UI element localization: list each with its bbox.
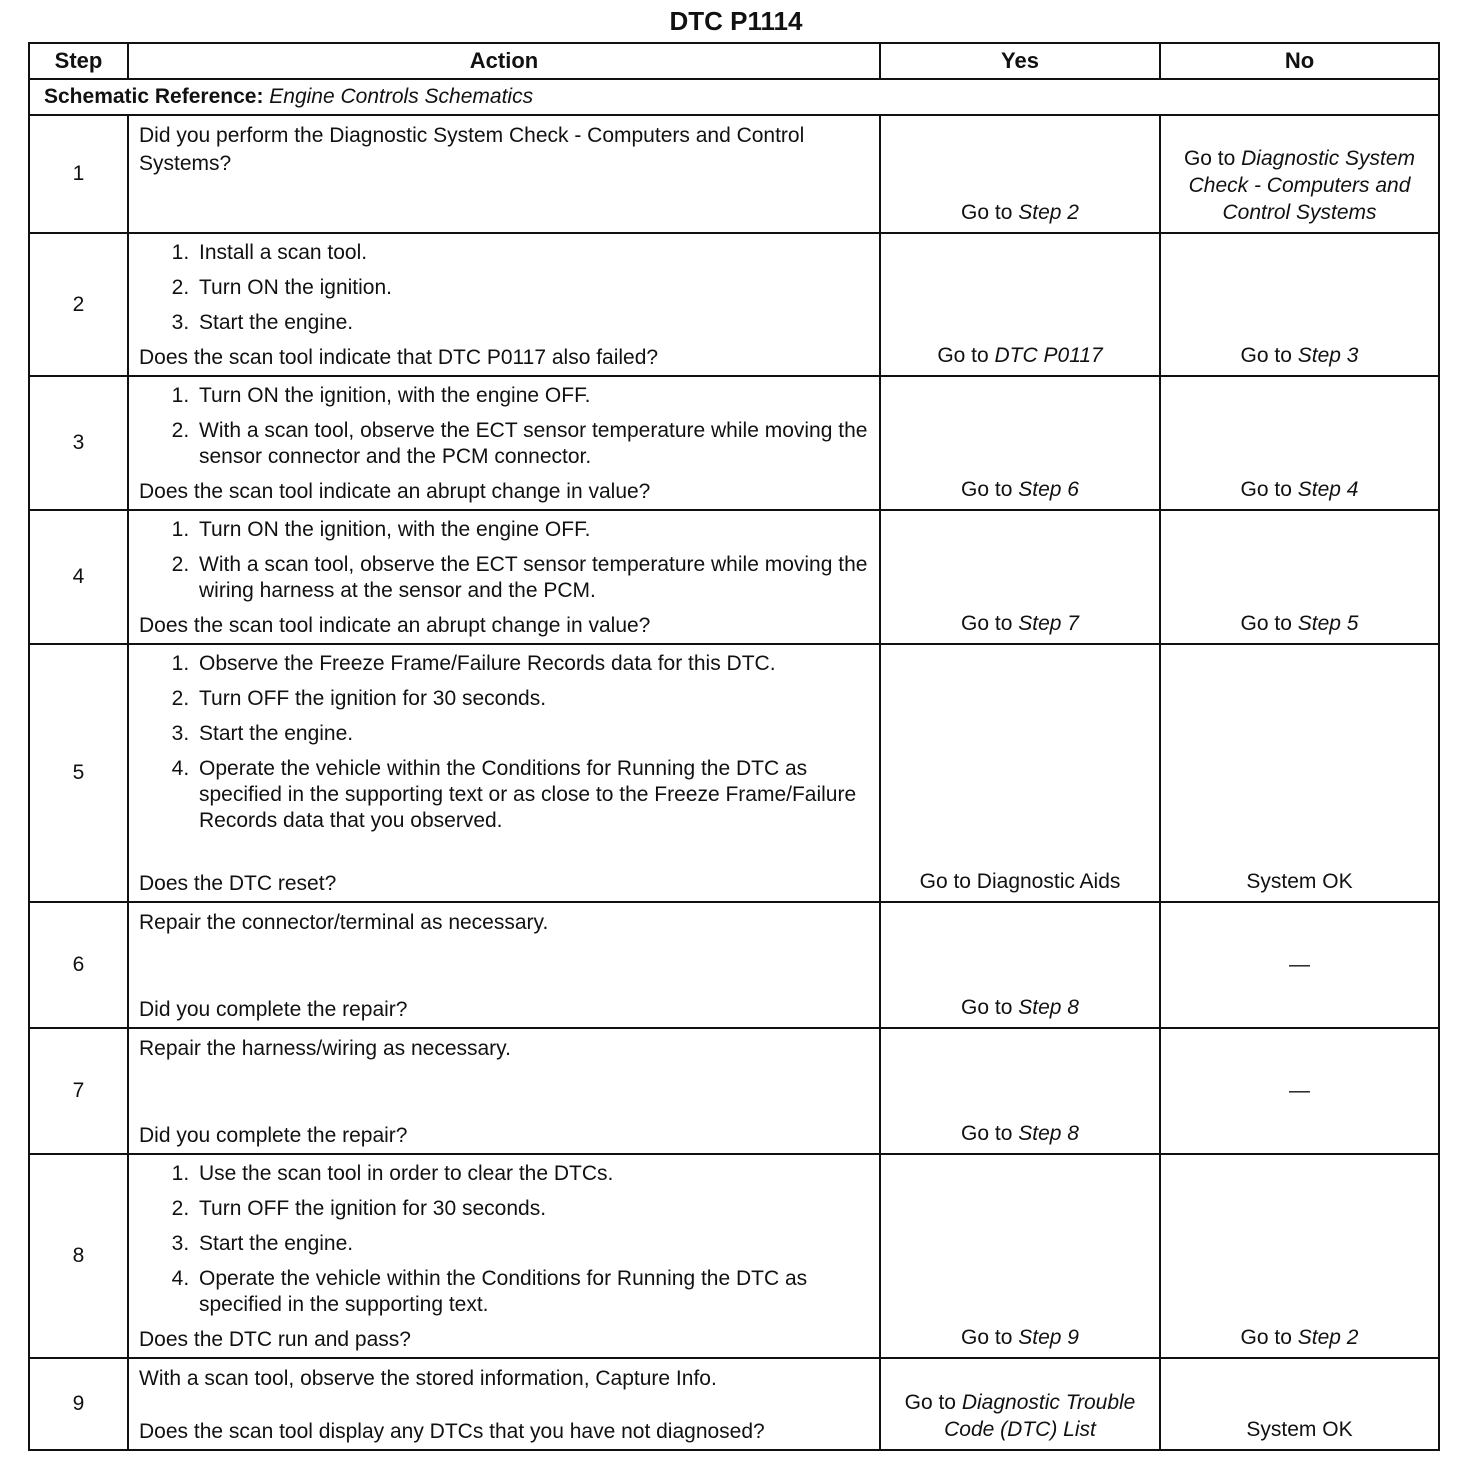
yes-cell (880, 115, 1160, 233)
no-text: Go to (1240, 1326, 1298, 1349)
yes-cell (880, 1154, 1160, 1358)
action-step-item: 1. Use the scan tool in order to clear the DTCs. (195, 1161, 869, 1187)
action-step-item: 3. Start the engine. (195, 310, 869, 336)
action-instruction: With a scan tool, observe the stored information, Capture Info. (139, 1367, 717, 1390)
table-row (29, 510, 1439, 644)
action-cell (128, 233, 880, 376)
no-cell (1160, 902, 1439, 1028)
action-step-item: 2. With a scan tool, observe the ECT sensor temperature while moving the wiring harness at the sensor and the PCM. (195, 552, 869, 604)
no-cell (1160, 115, 1439, 233)
no-text: — (1289, 1078, 1310, 1102)
no-text: Go to (1240, 612, 1298, 635)
yes-link[interactable]: Step 7 (1018, 612, 1079, 635)
step-number: 7 (29, 1028, 128, 1154)
step-number: 8 (29, 1154, 128, 1358)
action-cell (128, 1028, 880, 1154)
table-row (29, 1028, 1439, 1154)
table-row (29, 644, 1439, 902)
action-step-item: 1. Turn ON the ignition, with the engine OFF. (195, 517, 869, 543)
action-question: Does the DTC reset? (139, 872, 337, 895)
yes-text: Go to (961, 996, 1019, 1019)
yes-link[interactable]: Step 6 (1018, 478, 1079, 501)
yes-text: Go to (937, 344, 995, 367)
action-step-item: 1. Turn ON the ignition, with the engine OFF. (195, 383, 869, 409)
table-row (29, 376, 1439, 510)
no-text: Go to (1183, 147, 1242, 170)
yes-cell (880, 644, 1160, 902)
action-cell (128, 902, 880, 1028)
step-number: 2 (29, 233, 128, 376)
no-text: System OK (1246, 870, 1353, 893)
yes-text: Go to (961, 201, 1019, 224)
action-steps-list (139, 240, 869, 336)
step-number: 5 (29, 644, 128, 902)
no-cell (1160, 1358, 1439, 1450)
yes-link[interactable]: Step 2 (1018, 201, 1079, 224)
action-step-item: 2. Turn OFF the ignition for 30 seconds. (195, 1196, 869, 1222)
yes-text: Go to (904, 1391, 962, 1414)
action-step-item: 2. Turn OFF the ignition for 30 seconds. (195, 686, 869, 712)
step-number: 9 (29, 1358, 128, 1450)
header-row (29, 43, 1439, 79)
no-cell (1160, 1154, 1439, 1358)
schematic-reference-label: Schematic Reference: (44, 85, 264, 108)
action-question: Does the DTC run and pass? (139, 1328, 411, 1351)
yes-text: Go to (961, 478, 1019, 501)
no-text: Go to (1240, 344, 1298, 367)
action-steps-list (139, 1161, 869, 1318)
yes-cell (880, 1028, 1160, 1154)
yes-link[interactable]: Step 8 (1018, 1122, 1079, 1145)
yes-text: Go to Diagnostic Aids (919, 870, 1121, 893)
yes-link[interactable]: Diagnostic Trouble Code (DTC) List (944, 1391, 1136, 1441)
step-number: 1 (29, 115, 128, 233)
header-yes: Yes (880, 43, 1160, 79)
schematic-reference-link[interactable]: Engine Controls Schematics (269, 85, 534, 108)
action-step-item: 1. Install a scan tool. (195, 240, 869, 266)
no-link[interactable]: Step 5 (1297, 612, 1359, 635)
action-step-item: 2. With a scan tool, observe the ECT sensor temperature while moving the sensor connector and the PCM connector. (195, 418, 869, 470)
yes-link[interactable]: Step 9 (1018, 1326, 1079, 1349)
no-link[interactable]: Step 3 (1297, 344, 1359, 367)
action-step-item: 2. Turn ON the ignition. (195, 275, 869, 301)
action-question: Did you complete the repair? (139, 998, 408, 1021)
step-number: 3 (29, 376, 128, 510)
action-cell (128, 1154, 880, 1358)
action-cell (128, 644, 880, 902)
no-text: System OK (1246, 1418, 1353, 1441)
yes-link[interactable]: DTC P0117 (994, 344, 1103, 367)
no-text: Go to (1240, 478, 1298, 501)
no-cell (1160, 376, 1439, 510)
action-step-item: 3. Start the engine. (195, 721, 869, 747)
yes-cell (880, 376, 1160, 510)
header-no: No (1160, 43, 1439, 79)
no-link[interactable]: Step 2 (1297, 1326, 1359, 1349)
action-question: Does the scan tool indicate an abrupt change in value? (139, 480, 651, 503)
no-cell (1160, 1028, 1439, 1154)
table-row (29, 233, 1439, 376)
table-row (29, 1358, 1439, 1450)
step-number: 4 (29, 510, 128, 644)
action-instruction: Did you perform the Diagnostic System Check - Computers and Control Systems? (139, 124, 805, 175)
header-step: Step (29, 43, 128, 79)
no-text: — (1289, 952, 1310, 976)
no-cell (1160, 233, 1439, 376)
yes-cell (880, 902, 1160, 1028)
no-cell (1160, 510, 1439, 644)
action-cell (128, 376, 880, 510)
action-steps-list (139, 651, 869, 834)
action-instruction: Repair the connector/terminal as necessary. (139, 911, 549, 934)
action-question: Does the scan tool display any DTCs that you have not diagnosed? (139, 1420, 765, 1443)
action-cell (128, 115, 880, 233)
action-step-item: 4. Operate the vehicle within the Conditions for Running the DTC as specified in the supporting text or as close to the Freeze Frame/Failure Records data that you observed. (195, 756, 869, 834)
action-step-item: 3. Start the engine. (195, 1231, 869, 1257)
action-instruction: Repair the harness/wiring as necessary. (139, 1037, 511, 1060)
no-link[interactable]: Diagnostic System Check - Computers and Control Systems (1188, 147, 1416, 224)
table-row (29, 115, 1439, 233)
action-cell (128, 1358, 880, 1450)
yes-text: Go to (961, 1326, 1019, 1349)
page-title: DTC P1114 (669, 6, 803, 36)
yes-link[interactable]: Step 8 (1018, 996, 1079, 1019)
header-action: Action (128, 43, 880, 79)
action-step-item: 4. Operate the vehicle within the Conditions for Running the DTC as specified in the supporting text. (195, 1266, 869, 1318)
step-number: 6 (29, 902, 128, 1028)
schematic-reference-row (29, 79, 1439, 115)
action-cell (128, 510, 880, 644)
action-steps-list (139, 383, 869, 470)
yes-text: Go to (961, 612, 1019, 635)
table-row (29, 902, 1439, 1028)
no-link[interactable]: Step 4 (1297, 478, 1359, 501)
action-steps-list (139, 517, 869, 604)
no-cell (1160, 644, 1439, 902)
action-question: Did you complete the repair? (139, 1124, 408, 1147)
action-step-item: 1. Observe the Freeze Frame/Failure Records data for this DTC. (195, 651, 869, 677)
yes-cell (880, 510, 1160, 644)
yes-text: Go to (961, 1122, 1019, 1145)
yes-cell (880, 1358, 1160, 1450)
yes-cell (880, 233, 1160, 376)
action-question: Does the scan tool indicate that DTC P0117 also failed? (139, 346, 659, 369)
dtc-table (28, 42, 1440, 1451)
action-question: Does the scan tool indicate an abrupt change in value? (139, 614, 651, 637)
table-row (29, 1154, 1439, 1358)
